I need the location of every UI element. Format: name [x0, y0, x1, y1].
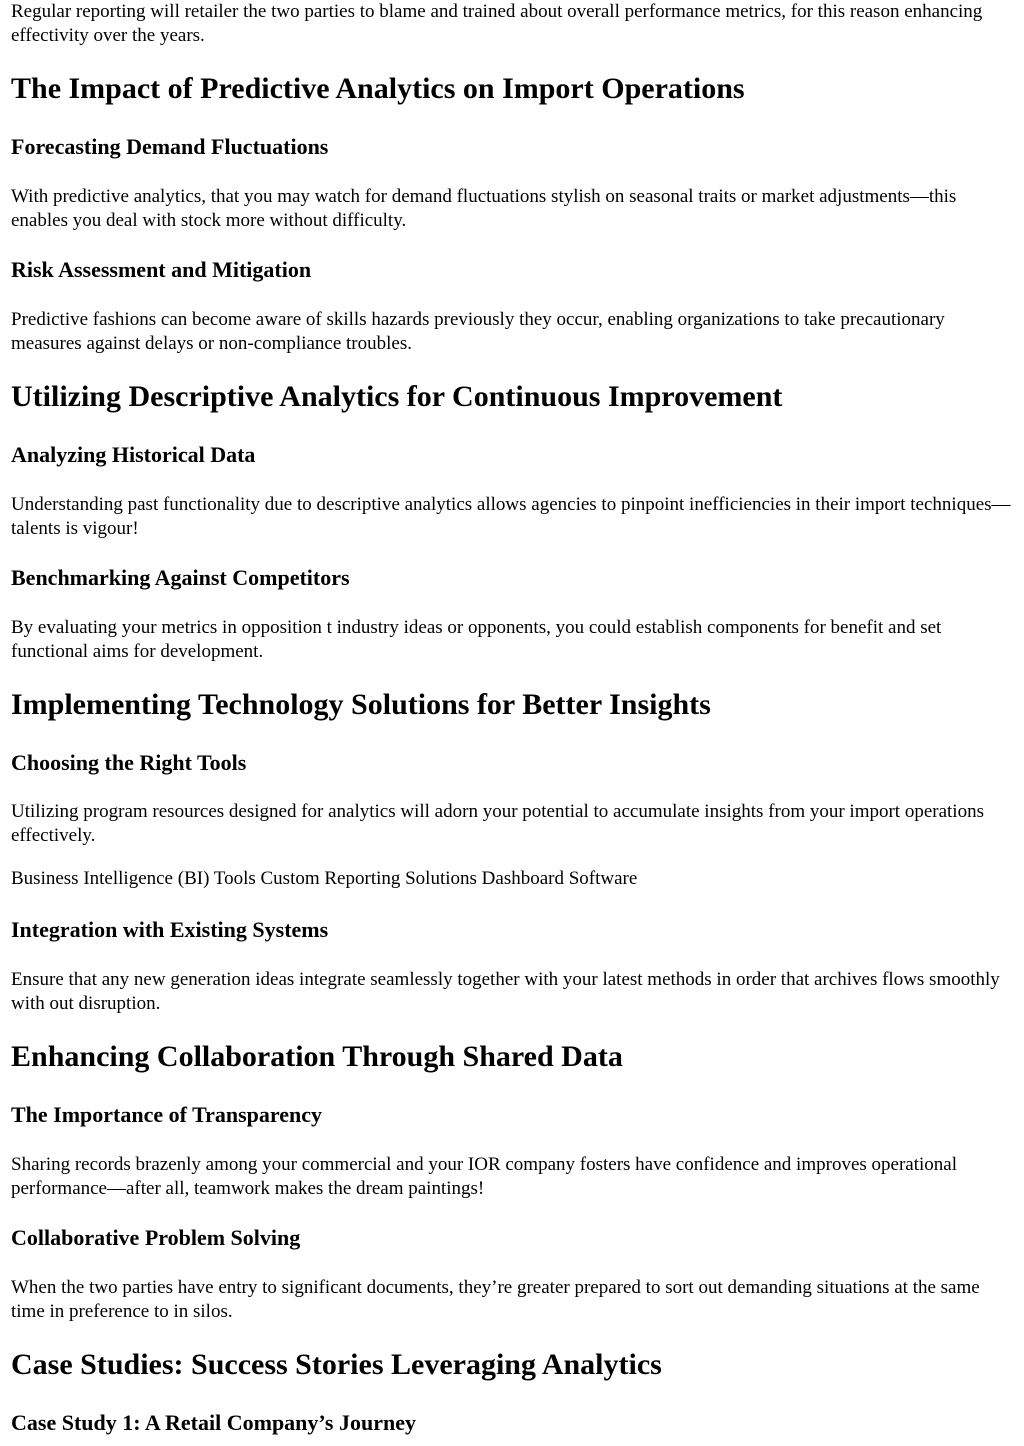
- subsection-heading-transparency: The Importance of Transparency: [11, 1102, 323, 1127]
- paragraph-tool-list: Business Intelligence (BI) Tools Custom Reporting Solutions Dashboard Software: [11, 868, 638, 889]
- paragraph-forecasting-demand: With predictive analytics, that you may watch for demand fluctuations stylish on seasonal traits or market adjustments—this enables you deal with stock more without difficulty.: [11, 186, 957, 231]
- section-heading-predictive-analytics: The Impact of Predictive Analytics on Import Operations: [11, 72, 745, 105]
- section-heading-case-studies: Case Studies: Success Stories Leveraging Analytics: [11, 1348, 662, 1381]
- intro-paragraph: Regular reporting will retailer the two parties to blame and trained about overall performance metrics, for this reason enhancing effectivity over the years.: [11, 1, 983, 46]
- subsection-heading-historical-data: Analyzing Historical Data: [11, 442, 256, 467]
- subsection-heading-problem-solving: Collaborative Problem Solving: [11, 1225, 301, 1250]
- paragraph-choosing-tools: Utilizing program resources designed for analytics will adorn your potential to accumulate insights from your import operations effectively.: [11, 801, 984, 846]
- paragraph-transparency: Sharing records brazenly among your commercial and your IOR company fosters have confidence and improves operational performance—after all, teamwork makes the dream paintings!: [11, 1154, 957, 1199]
- paragraph-integration: Ensure that any new generation ideas integrate seamlessly together with your latest methods in order that archives flows smoothly with out disruption.: [11, 969, 1000, 1014]
- subsection-heading-case-study-1: Case Study 1: A Retail Company’s Journey: [11, 1410, 416, 1435]
- subsection-heading-choosing-tools: Choosing the Right Tools: [11, 750, 247, 775]
- subsection-heading-risk-assessment: Risk Assessment and Mitigation: [11, 257, 312, 282]
- paragraph-historical-data: Understanding past functionality due to descriptive analytics allows agencies to pinpoint inefficiencies in their import techniques—talents is vigour!: [11, 494, 1011, 539]
- subsection-heading-forecasting-demand: Forecasting Demand Fluctuations: [11, 134, 329, 159]
- paragraph-problem-solving: When the two parties have entry to significant documents, they’re greater prepared to sort out demanding situations at the same time in preference to in silos.: [11, 1277, 980, 1322]
- subsection-heading-benchmarking: Benchmarking Against Competitors: [11, 565, 350, 590]
- section-heading-descriptive-analytics: Utilizing Descriptive Analytics for Continuous Improvement: [11, 380, 783, 413]
- section-heading-technology-solutions: Implementing Technology Solutions for Better Insights: [11, 688, 711, 721]
- paragraph-risk-assessment: Predictive fashions can become aware of skills hazards previously they occur, enabling organizations to take precautionary measures against delays or non-compliance troubles.: [11, 309, 945, 354]
- subsection-heading-integration: Integration with Existing Systems: [11, 917, 329, 942]
- section-heading-collaboration: Enhancing Collaboration Through Shared Data: [11, 1040, 623, 1073]
- paragraph-benchmarking: By evaluating your metrics in opposition t industry ideas or opponents, you could establish components for benefit and set functional aims for development.: [11, 617, 942, 662]
